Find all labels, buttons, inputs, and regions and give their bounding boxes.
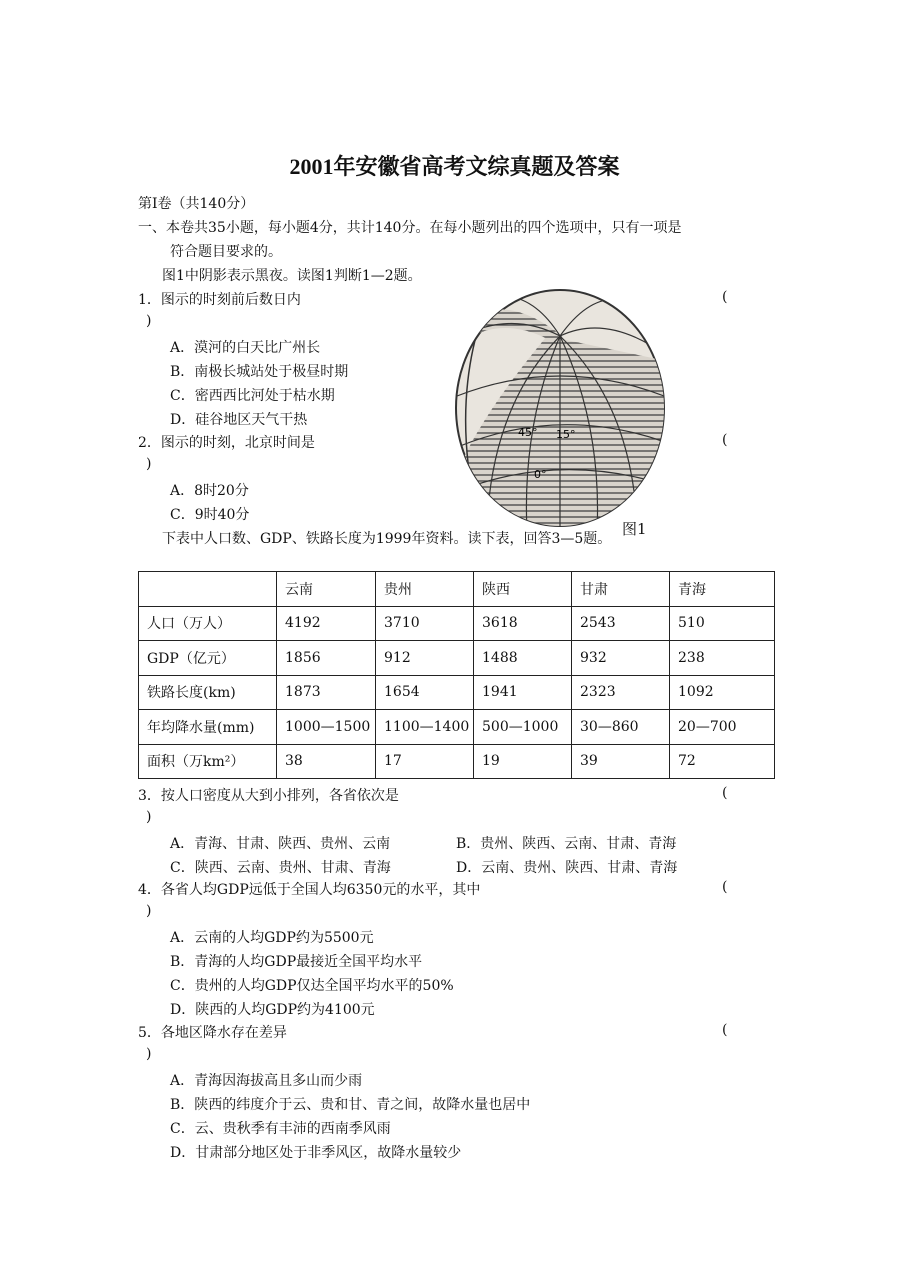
table-cell xyxy=(139,572,277,607)
province-data-table xyxy=(138,571,775,779)
table-cell: 陕西 xyxy=(474,572,572,607)
table-header-row xyxy=(139,572,775,607)
instructions-line-1: 一、本卷共35小题，每小题4分，共计140分。在每小题列出的四个选项中，只有一项是 xyxy=(138,220,682,236)
table-cell: 1100—1400 xyxy=(376,710,474,745)
q3-option-a: A．青海、甘肃、陕西、贵州、云南 xyxy=(170,836,391,852)
q3-stem: 3．按人口密度从大到小排列，各省依次是 xyxy=(138,788,399,804)
table-row xyxy=(139,675,775,710)
table-cell: 238 xyxy=(670,641,775,676)
q1-option-c: C．密西西比河处于枯水期 xyxy=(170,388,335,404)
q2-paren-close: ) xyxy=(146,456,152,472)
table-cell: 2543 xyxy=(572,606,670,641)
table-cell: 3618 xyxy=(474,606,572,641)
table-cell: 1856 xyxy=(277,641,376,676)
q2-stem: 2．图示的时刻，北京时间是 xyxy=(138,435,315,451)
table-cell: 1092 xyxy=(670,675,775,710)
table-cell: 云南 xyxy=(277,572,376,607)
part-heading: 第Ⅰ卷（共140分） xyxy=(138,196,255,212)
q3-option-b: B．贵州、陕西、云南、甘肃、青海 xyxy=(456,836,677,852)
q5-option-a: A．青海因海拔高且多山而少雨 xyxy=(170,1073,363,1089)
lat-label-0: 0° xyxy=(534,468,547,481)
table-cell: 1873 xyxy=(277,675,376,710)
figure-caption: 图1 xyxy=(622,520,647,538)
q5-option-c: C．云、贵秋季有丰沛的西南季风雨 xyxy=(170,1121,391,1137)
q2-paren-open: ( xyxy=(722,432,728,448)
table-cell: 17 xyxy=(376,744,474,779)
page-title: 2001年安徽省高考文综真题及答案 xyxy=(289,154,620,179)
q4-paren-close: ) xyxy=(146,903,152,919)
table-cell: 甘肃 xyxy=(572,572,670,607)
table-cell: 1941 xyxy=(474,675,572,710)
q5-paren-close: ) xyxy=(146,1046,152,1062)
q1-stem: 1．图示的时刻前后数日内 xyxy=(138,292,301,308)
table-row xyxy=(139,641,775,676)
q3-option-c: C．陕西、云南、贵州、甘肃、青海 xyxy=(170,860,391,876)
table-cell: 面积（万km²） xyxy=(139,744,277,779)
table-cell: 38 xyxy=(277,744,376,779)
table-cell: 青海 xyxy=(670,572,775,607)
table-row xyxy=(139,744,775,779)
q5-option-d: D．甘肃部分地区处于非季风区，故降水量较少 xyxy=(170,1145,462,1161)
table-cell: 932 xyxy=(572,641,670,676)
q1-option-a: A．漠河的白天比广州长 xyxy=(170,340,321,356)
table-row xyxy=(139,606,775,641)
q4-option-a: A．云南的人均GDP约为5500元 xyxy=(170,930,374,946)
figure-intro: 图1中阴影表示黑夜。读图1判断1—2题。 xyxy=(162,268,422,284)
table-cell: 72 xyxy=(670,744,775,779)
table-row xyxy=(139,710,775,745)
lat-label-45: 45° xyxy=(518,426,538,439)
q4-option-d: D．陕西的人均GDP约为4100元 xyxy=(170,1002,375,1018)
table-cell: 30—860 xyxy=(572,710,670,745)
table-cell: 人口（万人） xyxy=(139,606,277,641)
table-cell: GDP（亿元） xyxy=(139,641,277,676)
table-cell: 1654 xyxy=(376,675,474,710)
table-cell: 铁路长度(km) xyxy=(139,675,277,710)
table-intro: 下表中人口数、GDP、铁路长度为1999年资料。读下表，回答3—5题。 xyxy=(162,531,612,547)
q4-option-c: C．贵州的人均GDP仅达全国平均水平的50% xyxy=(170,978,454,994)
q3-paren-close: ) xyxy=(146,809,152,825)
q3-paren-open: ( xyxy=(722,785,728,801)
table-cell: 贵州 xyxy=(376,572,474,607)
q4-option-b: B．青海的人均GDP最接近全国平均水平 xyxy=(170,954,423,970)
q4-stem: 4．各省人均GDP远低于全国人均6350元的水平，其中 xyxy=(138,882,481,898)
table-cell: 1000—1500 xyxy=(277,710,376,745)
table-cell: 1488 xyxy=(474,641,572,676)
instructions-line-2: 符合题目要求的。 xyxy=(170,244,282,260)
table-cell: 3710 xyxy=(376,606,474,641)
q3-option-d: D．云南、贵州、陕西、甘肃、青海 xyxy=(456,860,678,876)
q4-paren-open: ( xyxy=(722,879,728,895)
q2-option-c: C．9时40分 xyxy=(170,507,250,523)
table-cell: 年均降水量(mm) xyxy=(139,710,277,745)
q5-option-b: B．陕西的纬度介于云、贵和甘、青之间，故降水量也居中 xyxy=(170,1097,531,1113)
lat-label-15: 15° xyxy=(556,428,576,441)
q2-option-a: A．8时20分 xyxy=(170,483,249,499)
table-cell: 2323 xyxy=(572,675,670,710)
table-cell: 20—700 xyxy=(670,710,775,745)
table-cell: 912 xyxy=(376,641,474,676)
globe-figure xyxy=(452,286,667,531)
q1-option-b: B．南极长城站处于极昼时期 xyxy=(170,364,349,380)
q1-option-d: D．硅谷地区天气干热 xyxy=(170,412,308,428)
q1-paren-close: ) xyxy=(146,313,152,329)
table-cell: 39 xyxy=(572,744,670,779)
table-cell: 510 xyxy=(670,606,775,641)
table-cell: 4192 xyxy=(277,606,376,641)
q5-paren-open: ( xyxy=(722,1022,728,1038)
table-cell: 19 xyxy=(474,744,572,779)
q1-paren-open: ( xyxy=(722,289,728,305)
table-cell: 500—1000 xyxy=(474,710,572,745)
q5-stem: 5．各地区降水存在差异 xyxy=(138,1025,287,1041)
